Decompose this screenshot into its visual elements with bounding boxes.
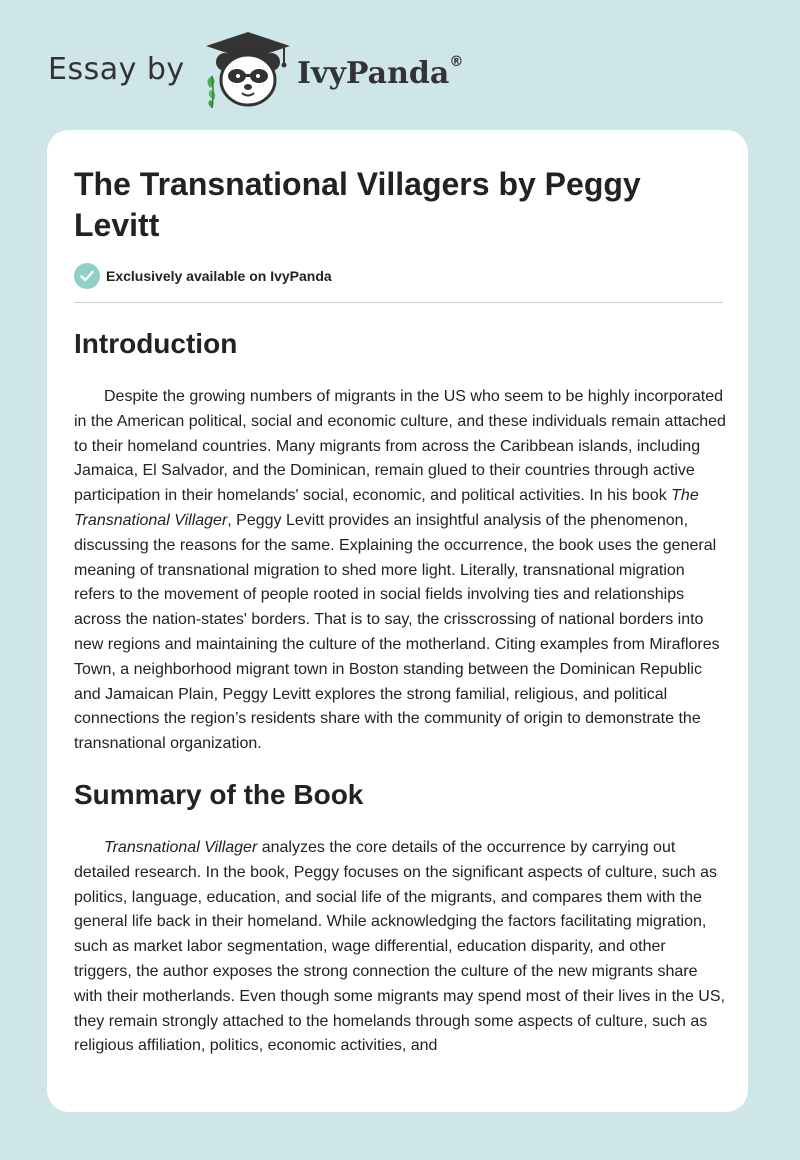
book-title-italic: The Transnational Villager (74, 487, 699, 529)
paragraph-text: Despite the growing numbers of migrants in the US who seem to be highly incorporated in the American political, social and economic culture, and these individuals remain attached to their homeland countries. Many migrants from across the Caribbean islands, including Jamaica, El Salvador, and the Dominican, remain glued to their countries through active participation in their homelands' social, economic, and political activities. In his book (74, 388, 726, 505)
divider (74, 302, 723, 303)
site-header (0, 0, 800, 130)
paragraph-text: , Peggy Levitt provides an insightful analysis of the phenomenon, discussing the reasons for the same. Explaining the occurrence, the book uses the general meaning of transnational migration to shed more light. Literally, transnational migration refers to the movement of people rooted in social fields involving ties and relationships across the nation-states' borders. That is to say, the crisscrossing of national borders into new regions and maintaining the culture of the motherland. Citing examples from Miraflores Town, a neighborhood migrant town in Boston standing between the Dominican Republic and Jamaican Plain, Peggy Levitt explores the strong familial, religious, and political connections the region’s residents share with the community of origin to demonstrate the transnational organization. (74, 511, 720, 753)
exclusive-badge (74, 263, 332, 289)
section-heading-summary: Summary of the Book (74, 779, 364, 810)
essay-card (47, 130, 748, 1112)
summary-paragraph (74, 836, 726, 1059)
brand-name: IvyPanda (297, 56, 450, 91)
check-icon (74, 263, 100, 289)
introduction-paragraph (74, 385, 726, 757)
book-title-italic: Transnational Villager (104, 839, 258, 856)
ivypanda-logo-icon[interactable] (198, 30, 298, 110)
registered-mark: ® (449, 54, 464, 70)
exclusive-label: Exclusively available on IvyPanda (106, 268, 332, 284)
section-heading-introduction: Introduction (74, 328, 238, 359)
paragraph-text: analyzes the core details of the occurrence by carrying out detailed research. In the book, Peggy focuses on the significant aspects of culture, such as politics, language, education, and social life of the migrants, and compares them with the general life back in their homeland. While acknowledging the factors facilitating migration, such as market labor segmentation, wage differential, education disparity, and other triggers, the author exposes the strong connection the culture of the new migrants share with their motherlands. Even though some migrants may spend most of their lives in the US, they remain strongly attached to the homelands through some aspects of culture, such as religious affiliation, politics, economic activities, and (74, 839, 725, 1055)
essay-by-label: Essay by (48, 52, 185, 87)
essay-title: The Transnational Villagers by Peggy Levitt (74, 166, 641, 243)
ivypanda-brand[interactable] (297, 56, 463, 91)
